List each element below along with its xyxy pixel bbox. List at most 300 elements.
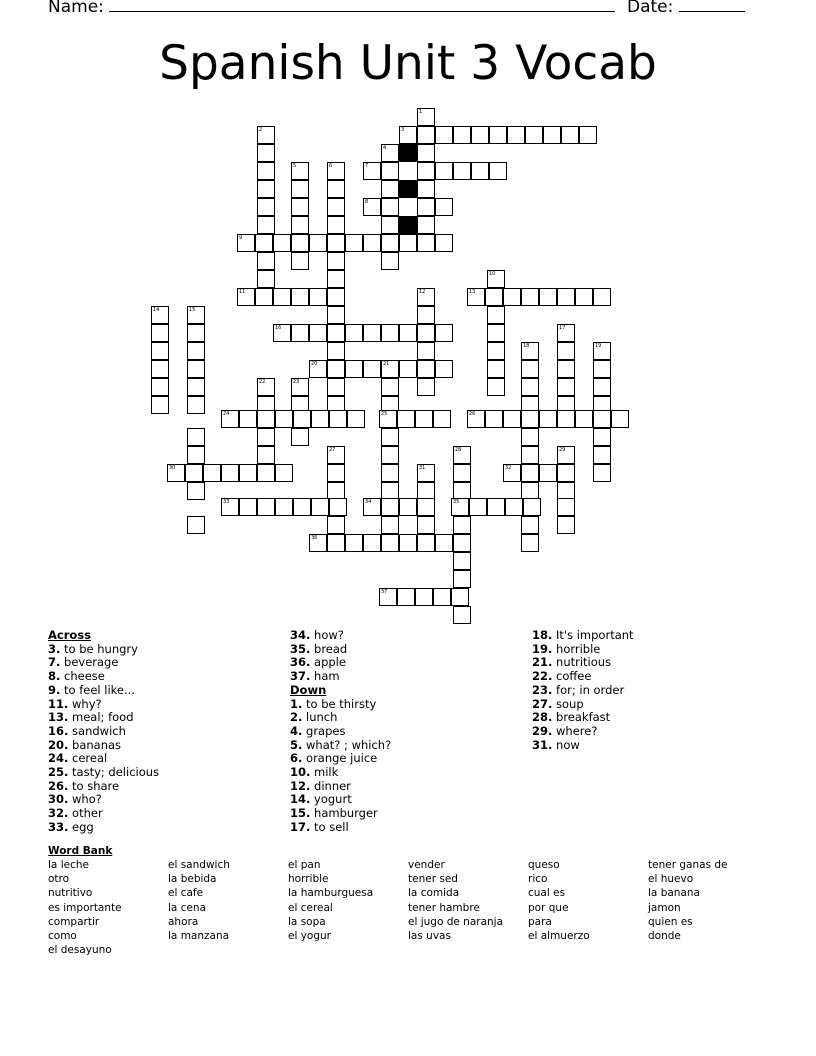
crossword-cell[interactable] xyxy=(257,144,275,162)
crossword-cell[interactable] xyxy=(257,270,275,288)
crossword-cell[interactable] xyxy=(291,378,309,396)
crossword-cell[interactable] xyxy=(417,360,435,378)
crossword-cell[interactable] xyxy=(593,446,611,464)
crossword-cell[interactable] xyxy=(417,342,435,360)
clue-number: 12 xyxy=(419,289,426,295)
word-bank-word: el cafe xyxy=(168,887,204,900)
crossword-cell[interactable] xyxy=(257,198,275,216)
crossword-cell[interactable] xyxy=(521,360,539,378)
crossword-cell[interactable] xyxy=(525,126,543,144)
crossword-cell[interactable] xyxy=(471,126,489,144)
down-clue xyxy=(532,629,634,643)
crossword-cell[interactable] xyxy=(381,216,399,234)
crossword-cell[interactable] xyxy=(327,464,345,482)
crossword-cell[interactable] xyxy=(151,378,169,396)
crossword-cell[interactable] xyxy=(239,464,257,482)
crossword-cell[interactable] xyxy=(397,410,415,428)
crossword-cell[interactable] xyxy=(487,324,505,342)
crossword-cell[interactable] xyxy=(417,378,435,396)
crossword-cell[interactable] xyxy=(487,498,505,516)
crossword-cell[interactable] xyxy=(489,126,507,144)
crossword-cell[interactable] xyxy=(151,396,169,414)
crossword-cell[interactable] xyxy=(399,324,417,342)
crossword-cell[interactable] xyxy=(167,464,185,482)
crossword-cell[interactable] xyxy=(257,428,275,446)
crossword-cell[interactable] xyxy=(417,516,435,534)
crossword-cell[interactable] xyxy=(435,534,453,552)
across-clue xyxy=(48,766,159,780)
crossword-cell[interactable] xyxy=(255,234,273,252)
word-bank-word: para xyxy=(528,915,552,928)
crossword-cell[interactable] xyxy=(417,126,435,144)
crossword-cell[interactable] xyxy=(311,498,329,516)
crossword-cell[interactable] xyxy=(255,288,273,306)
crossword-cell[interactable] xyxy=(221,410,239,428)
word-bank-word: tener sed xyxy=(408,873,458,886)
crossword-cell[interactable] xyxy=(187,360,205,378)
crossword-cell[interactable] xyxy=(257,410,275,428)
crossword-cell[interactable] xyxy=(187,516,205,534)
across-clue xyxy=(48,711,159,725)
crossword-cell[interactable] xyxy=(327,252,345,270)
clue-number: 29 xyxy=(559,447,566,453)
clue-number-label: 12. xyxy=(290,778,311,793)
crossword-cell[interactable] xyxy=(309,360,327,378)
crossword-cell[interactable] xyxy=(593,428,611,446)
crossword-cell[interactable] xyxy=(505,498,523,516)
crossword-cell[interactable] xyxy=(291,162,309,180)
crossword-cell[interactable] xyxy=(237,288,255,306)
clue-number-label: 16. xyxy=(48,723,69,738)
crossword-cell[interactable] xyxy=(221,464,239,482)
crossword-cell[interactable] xyxy=(381,516,399,534)
crossword-cell[interactable] xyxy=(275,464,293,482)
crossword-cell[interactable] xyxy=(453,516,471,534)
crossword-cell[interactable] xyxy=(381,428,399,446)
word-bank-word: el yogur xyxy=(288,930,331,943)
crossword-cell[interactable] xyxy=(327,270,345,288)
crossword-cell[interactable] xyxy=(381,198,399,216)
crossword-cell[interactable] xyxy=(557,446,575,464)
crossword-cell[interactable] xyxy=(575,288,593,306)
crossword-cell[interactable] xyxy=(521,410,539,428)
crossword-cell[interactable] xyxy=(381,464,399,482)
crossword-cell[interactable] xyxy=(399,234,417,252)
crossword-cell[interactable] xyxy=(417,534,435,552)
clue-number: 13 xyxy=(469,289,476,295)
crossword-cell[interactable] xyxy=(381,324,399,342)
crossword-cell[interactable] xyxy=(453,552,471,570)
crossword-cell[interactable] xyxy=(397,588,415,606)
crossword-cell[interactable] xyxy=(291,288,309,306)
crossword-cell[interactable] xyxy=(327,360,345,378)
clue-number: 23 xyxy=(293,379,300,385)
clue-number-label: 9. xyxy=(48,682,61,697)
crossword-cell[interactable] xyxy=(381,446,399,464)
crossword-cell[interactable] xyxy=(257,464,275,482)
clue-text: coffee xyxy=(552,669,592,684)
clue-text: cereal xyxy=(68,751,108,766)
crossword-cell[interactable] xyxy=(327,180,345,198)
clue-number: 32 xyxy=(505,465,512,471)
crossword-cell[interactable] xyxy=(507,126,525,144)
crossword-cell[interactable] xyxy=(345,234,363,252)
crossword-cell[interactable] xyxy=(187,428,205,446)
crossword-cell[interactable] xyxy=(417,324,435,342)
crossword-cell[interactable] xyxy=(293,498,311,516)
crossword-cell[interactable] xyxy=(593,410,611,428)
crossword-cell[interactable] xyxy=(399,126,417,144)
crossword-cell[interactable] xyxy=(257,446,275,464)
crossword-cell[interactable] xyxy=(487,378,505,396)
crossword-cell[interactable] xyxy=(257,498,275,516)
clue-heading: Down xyxy=(290,682,327,697)
crossword-cell[interactable] xyxy=(415,410,433,428)
name-field[interactable] xyxy=(48,0,615,17)
crossword-cell[interactable] xyxy=(435,162,453,180)
crossword-cell[interactable] xyxy=(327,234,345,252)
crossword-cell[interactable] xyxy=(539,410,557,428)
crossword-cell[interactable] xyxy=(487,270,505,288)
crossword-cell[interactable] xyxy=(381,378,399,396)
clue-number: 11 xyxy=(239,289,246,295)
crossword-cell[interactable] xyxy=(487,342,505,360)
word-bank-word: es importante xyxy=(48,901,122,914)
crossword-cell[interactable] xyxy=(379,410,397,428)
crossword-cell[interactable] xyxy=(237,234,255,252)
crossword-cell[interactable] xyxy=(593,342,611,360)
crossword-cell[interactable] xyxy=(469,498,487,516)
crossword-cell[interactable] xyxy=(521,342,539,360)
crossword-cell[interactable] xyxy=(417,162,435,180)
word-bank-title: Word Bank xyxy=(48,845,113,857)
crossword-cell[interactable] xyxy=(557,410,575,428)
crossword-cell[interactable] xyxy=(291,428,309,446)
crossword-cell[interactable] xyxy=(435,198,453,216)
crossword-cell[interactable] xyxy=(381,534,399,552)
clue-text: sandwich xyxy=(68,723,126,738)
clue-number: 37 xyxy=(381,589,388,595)
crossword-cell[interactable] xyxy=(417,288,435,306)
crossword-black-cell xyxy=(399,144,417,162)
clue-number: 10 xyxy=(489,271,496,277)
crossword-cell[interactable] xyxy=(417,234,435,252)
crossword-cell[interactable] xyxy=(593,378,611,396)
crossword-cell[interactable] xyxy=(347,410,365,428)
crossword-cell[interactable] xyxy=(539,464,557,482)
crossword-cell[interactable] xyxy=(257,216,275,234)
crossword-cell[interactable] xyxy=(557,288,575,306)
crossword-cell[interactable] xyxy=(327,446,345,464)
crossword-cell[interactable] xyxy=(453,446,471,464)
crossword-cell[interactable] xyxy=(291,180,309,198)
crossword-cell[interactable] xyxy=(433,588,451,606)
crossword-cell[interactable] xyxy=(327,534,345,552)
crossword-cell[interactable] xyxy=(453,534,471,552)
crossword-cell[interactable] xyxy=(309,324,327,342)
crossword-cell[interactable] xyxy=(291,252,309,270)
crossword-cell[interactable] xyxy=(309,234,327,252)
crossword-cell[interactable] xyxy=(557,378,575,396)
crossword-cell[interactable] xyxy=(521,534,539,552)
crossword-cell[interactable] xyxy=(435,126,453,144)
crossword-cell[interactable] xyxy=(239,410,257,428)
crossword-cell[interactable] xyxy=(611,410,629,428)
crossword-cell[interactable] xyxy=(273,288,291,306)
crossword-cell[interactable] xyxy=(363,198,381,216)
crossword-cell[interactable] xyxy=(151,360,169,378)
clue-number-label: 11. xyxy=(48,696,69,711)
crossword-cell[interactable] xyxy=(593,288,611,306)
crossword-cell[interactable] xyxy=(187,324,205,342)
crossword-cell[interactable] xyxy=(453,126,471,144)
crossword-cell[interactable] xyxy=(273,234,291,252)
clue-number-label: 31. xyxy=(532,737,553,752)
crossword-cell[interactable] xyxy=(187,446,205,464)
crossword-cell[interactable] xyxy=(311,410,329,428)
crossword-cell[interactable] xyxy=(557,342,575,360)
crossword-cell[interactable] xyxy=(399,360,417,378)
crossword-cell[interactable] xyxy=(523,498,541,516)
crossword-cell[interactable] xyxy=(309,288,327,306)
crossword-cell[interactable] xyxy=(485,288,503,306)
crossword-cell[interactable] xyxy=(417,108,435,126)
clue-text: what? ; which? xyxy=(302,737,392,752)
across-clue xyxy=(290,670,391,684)
crossword-cell[interactable] xyxy=(485,410,503,428)
crossword-cell[interactable] xyxy=(151,324,169,342)
crossword-cell[interactable] xyxy=(417,306,435,324)
word-bank-column xyxy=(288,858,373,943)
crossword-cell[interactable] xyxy=(151,342,169,360)
crossword-cell[interactable] xyxy=(435,360,453,378)
crossword-cell[interactable] xyxy=(291,324,309,342)
crossword-cell[interactable] xyxy=(363,360,381,378)
crossword-cell[interactable] xyxy=(433,410,451,428)
crossword-cell[interactable] xyxy=(275,410,293,428)
clue-number-label: 18. xyxy=(532,628,553,642)
down-clue xyxy=(290,725,391,739)
date-line[interactable] xyxy=(679,0,745,12)
crossword-cell[interactable] xyxy=(327,216,345,234)
clue-number-label: 17. xyxy=(290,819,311,834)
crossword-cell[interactable] xyxy=(309,534,327,552)
crossword-cell[interactable] xyxy=(293,410,311,428)
clue-number-label: 5. xyxy=(290,737,303,752)
crossword-cell[interactable] xyxy=(521,464,539,482)
crossword-cell[interactable] xyxy=(557,464,575,482)
crossword-cell[interactable] xyxy=(557,324,575,342)
clue-text: dinner xyxy=(310,778,351,793)
date-field[interactable] xyxy=(627,0,745,17)
crossword-cell[interactable] xyxy=(187,306,205,324)
down-clue xyxy=(290,766,391,780)
crossword-cell[interactable] xyxy=(275,498,293,516)
clue-number-label: 35. xyxy=(290,641,311,656)
crossword-cell[interactable] xyxy=(557,498,575,516)
crossword-cell[interactable] xyxy=(363,534,381,552)
crossword-cell[interactable] xyxy=(381,252,399,270)
crossword-cell[interactable] xyxy=(187,396,205,414)
crossword-cell[interactable] xyxy=(381,144,399,162)
crossword-cell[interactable] xyxy=(221,498,239,516)
crossword-cell[interactable] xyxy=(381,162,399,180)
crossword-cell[interactable] xyxy=(417,198,435,216)
clue-number: 1 xyxy=(419,109,423,115)
crossword-cell[interactable] xyxy=(467,288,485,306)
crossword-cell[interactable] xyxy=(239,498,257,516)
crossword-cell[interactable] xyxy=(417,498,435,516)
crossword-cell[interactable] xyxy=(451,588,469,606)
down-clue xyxy=(290,780,391,794)
across-clue xyxy=(48,752,159,766)
crossword-cell[interactable] xyxy=(273,324,291,342)
crossword-cell[interactable] xyxy=(539,288,557,306)
clue-number: 9 xyxy=(239,235,243,241)
crossword-cell[interactable] xyxy=(489,162,507,180)
crossword-cell[interactable] xyxy=(291,198,309,216)
clue-number-label: 15. xyxy=(290,806,311,821)
crossword-cell[interactable] xyxy=(379,588,397,606)
crossword-cell[interactable] xyxy=(345,360,363,378)
crossword-cell[interactable] xyxy=(187,378,205,396)
clue-number: 4 xyxy=(383,145,387,151)
clue-number-label: 19. xyxy=(532,641,553,656)
clue-text: other xyxy=(68,806,103,821)
crossword-cell[interactable] xyxy=(453,464,471,482)
crossword-cell[interactable] xyxy=(521,446,539,464)
crossword-cell[interactable] xyxy=(327,288,345,306)
crossword-cell[interactable] xyxy=(327,306,345,324)
crossword-cell[interactable] xyxy=(381,180,399,198)
clue-text: bread xyxy=(310,641,348,656)
crossword-cell[interactable] xyxy=(187,342,205,360)
crossword-cell[interactable] xyxy=(593,360,611,378)
crossword-cell[interactable] xyxy=(471,162,489,180)
crossword-cell[interactable] xyxy=(543,126,561,144)
name-line[interactable] xyxy=(109,0,615,12)
clue-heading: Across xyxy=(48,628,91,642)
crossword-cell[interactable] xyxy=(327,378,345,396)
crossword-cell[interactable] xyxy=(203,464,221,482)
crossword-cell[interactable] xyxy=(257,378,275,396)
crossword-cell[interactable] xyxy=(185,464,203,482)
word-bank-word: donde xyxy=(648,930,681,943)
crossword-cell[interactable] xyxy=(329,498,347,516)
clue-text: who? xyxy=(68,792,102,807)
crossword-cell[interactable] xyxy=(435,234,453,252)
crossword-cell[interactable] xyxy=(521,288,539,306)
crossword-cell[interactable] xyxy=(521,378,539,396)
crossword-cell[interactable] xyxy=(329,410,347,428)
crossword-cell[interactable] xyxy=(257,180,275,198)
crossword-cell[interactable] xyxy=(417,180,435,198)
word-bank-column xyxy=(648,858,727,943)
crossword-cell[interactable] xyxy=(575,410,593,428)
crossword-cell[interactable] xyxy=(257,162,275,180)
clue-text: nutritious xyxy=(552,655,612,670)
crossword-cell[interactable] xyxy=(467,410,485,428)
clue-number-label: 21. xyxy=(532,655,553,670)
crossword-cell[interactable] xyxy=(453,606,471,624)
name-label: Name: xyxy=(48,0,104,17)
clue-text: hamburger xyxy=(310,806,378,821)
crossword-cell[interactable] xyxy=(327,162,345,180)
word-bank-word: las uvas xyxy=(408,930,451,943)
crossword-cell[interactable] xyxy=(399,498,417,516)
crossword-cell[interactable] xyxy=(561,126,579,144)
crossword-cell[interactable] xyxy=(381,234,399,252)
crossword-cell[interactable] xyxy=(593,464,611,482)
clue-text: horrible xyxy=(552,641,601,656)
crossword-cell[interactable] xyxy=(435,324,453,342)
clue-number: 19 xyxy=(595,343,602,349)
crossword-cell[interactable] xyxy=(503,288,521,306)
crossword-cell[interactable] xyxy=(363,324,381,342)
crossword-cell[interactable] xyxy=(521,516,539,534)
clue-number-label: 34. xyxy=(290,628,311,642)
down-clue xyxy=(532,725,634,739)
crossword-cell[interactable] xyxy=(417,464,435,482)
crossword-cell[interactable] xyxy=(503,464,521,482)
clue-number: 36 xyxy=(311,535,318,541)
clue-number: 20 xyxy=(311,361,318,367)
crossword-cell[interactable] xyxy=(327,324,345,342)
clue-text: meal; food xyxy=(68,710,134,725)
crossword-cell[interactable] xyxy=(487,360,505,378)
crossword-cell[interactable] xyxy=(327,516,345,534)
crossword-cell[interactable] xyxy=(363,162,381,180)
across-clue xyxy=(290,656,391,670)
crossword-cell[interactable] xyxy=(417,216,435,234)
crossword-cell[interactable] xyxy=(363,498,381,516)
crossword-cell[interactable] xyxy=(453,570,471,588)
clue-column-2 xyxy=(290,629,391,835)
crossword-cell[interactable] xyxy=(399,534,417,552)
crossword-cell[interactable] xyxy=(327,198,345,216)
crossword-cell[interactable] xyxy=(487,306,505,324)
crossword-cell[interactable] xyxy=(579,126,597,144)
down-clue xyxy=(290,711,391,725)
crossword-cell[interactable] xyxy=(345,324,363,342)
crossword-cell[interactable] xyxy=(187,482,205,500)
crossword-cell[interactable] xyxy=(381,498,399,516)
clue-number: 25 xyxy=(381,411,388,417)
word-bank-word: el desayuno xyxy=(48,944,112,957)
crossword-cell[interactable] xyxy=(257,252,275,270)
crossword-cell[interactable] xyxy=(345,534,363,552)
clue-text: now xyxy=(552,737,580,752)
crossword-cell[interactable] xyxy=(453,162,471,180)
crossword-cell[interactable] xyxy=(451,498,469,516)
crossword-cell[interactable] xyxy=(557,516,575,534)
crossword-cell[interactable] xyxy=(415,588,433,606)
crossword-cell[interactable] xyxy=(151,306,169,324)
crossword-cell[interactable] xyxy=(381,360,399,378)
across-clue xyxy=(48,725,159,739)
crossword-cell[interactable] xyxy=(417,144,435,162)
clue-text: where? xyxy=(552,723,598,738)
crossword-cell[interactable] xyxy=(363,234,381,252)
crossword-cell[interactable] xyxy=(291,234,309,252)
crossword-cell[interactable] xyxy=(521,428,539,446)
crossword-cell[interactable] xyxy=(557,360,575,378)
crossword-cell[interactable] xyxy=(503,410,521,428)
clue-number: 17 xyxy=(559,325,566,331)
crossword-cell[interactable] xyxy=(327,342,345,360)
crossword-cell[interactable] xyxy=(291,216,309,234)
crossword-cell[interactable] xyxy=(257,126,275,144)
